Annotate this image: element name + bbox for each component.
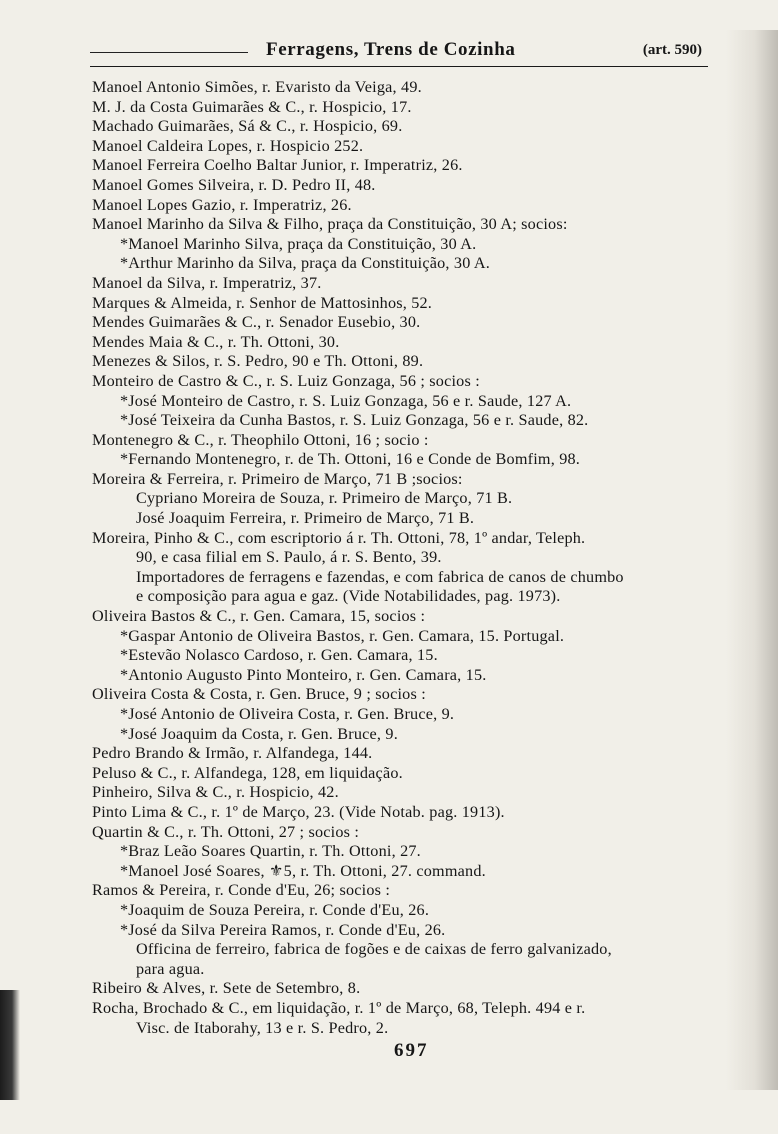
- header-article-ref: (art. 590): [642, 42, 702, 58]
- partner-line: Cypriano Moreira de Souza, r. Primeiro de Março, 71 B.: [136, 489, 513, 508]
- entry-line: Pinto Lima & C., r. 1º de Março, 23. (Vide Notab. pag. 1913).: [92, 802, 505, 821]
- entry-line: Oliveira Bastos & C., r. Gen. Camara, 15, socios :: [92, 607, 426, 626]
- partner-line: *José Joaquim da Costa, r. Gen. Bruce, 9.: [120, 724, 398, 743]
- entry-line: Peluso & C., r. Alfandega, 128, em liquidação.: [92, 763, 403, 782]
- entry-line: Montenegro & C., r. Theophilo Ottoni, 16 ; socio :: [92, 430, 429, 449]
- partner-line: *Braz Leão Soares Quartin, r. Th. Ottoni, 27.: [120, 842, 421, 861]
- partner-line: *José da Silva Pereira Ramos, r. Conde d'Eu, 26.: [120, 920, 446, 939]
- partner-line: *Manoel Marinho Silva, praça da Constituição, 30 A.: [120, 234, 477, 253]
- continuation-line: para agua.: [136, 959, 205, 978]
- running-header: [90, 40, 708, 67]
- entry-line: Moreira, Pinho & C., com escriptorio á r. Th. Ottoni, 78, 1º andar, Teleph.: [92, 528, 586, 547]
- partner-line: *Fernando Montenegro, r. de Th. Ottoni, 16 e Conde de Bomfim, 98.: [120, 450, 581, 469]
- entry-line: Manoel Lopes Gazio, r. Imperatriz, 26.: [92, 195, 352, 214]
- entry-line: Machado Guimarães, Sá & C., r. Hospicio, 69.: [92, 117, 403, 136]
- entry-line: Manoel Antonio Simões, r. Evaristo da Veiga, 49.: [92, 78, 422, 96]
- partner-line: *Arthur Marinho da Silva, praça da Constituição, 30 A.: [120, 254, 490, 273]
- entry-line: Moreira & Ferreira, r. Primeiro de Março, 71 B ;socios:: [92, 469, 463, 488]
- entry-line: Manoel Caldeira Lopes, r. Hospicio 252.: [92, 136, 364, 155]
- continuation-line: 90, e casa filial em S. Paulo, á r. S. Bento, 39.: [136, 548, 442, 567]
- directory-entries: [92, 78, 712, 1038]
- entry-line: Manoel Marinho da Silva & Filho, praça da Constituição, 30 A; socios:: [92, 215, 568, 234]
- entry-line: Mendes Maia & C., r. Th. Ottoni, 30.: [92, 332, 340, 351]
- partner-line: *José Teixeira da Cunha Bastos, r. S. Luiz Gonzaga, 56 e r. Saude, 82.: [120, 411, 589, 430]
- entry-line: Rocha, Brochado & C., em liquidação, r. 1º de Março, 68, Teleph. 494 e r.: [92, 998, 586, 1017]
- continuation-line: Officina de ferreiro, fabrica de fogões e de caixas de ferro galvanizado,: [136, 940, 612, 959]
- continuation-line: Importadores de ferragens e fazendas, e com fabrica de canos de chumbo: [136, 567, 624, 586]
- entry-line: Pinheiro, Silva & C., r. Hospicio, 42.: [92, 783, 339, 802]
- entry-line: Marques & Almeida, r. Senhor de Mattosinhos, 52.: [92, 293, 433, 312]
- entry-line: Manoel da Silva, r. Imperatriz, 37.: [92, 273, 322, 292]
- partner-line: *José Antonio de Oliveira Costa, r. Gen. Bruce, 9.: [120, 705, 455, 723]
- entry-line: Oliveira Costa & Costa, r. Gen. Bruce, 9 ; socios :: [92, 685, 426, 704]
- partner-line: *Antonio Augusto Pinto Monteiro, r. Gen. Camara, 15.: [120, 665, 487, 684]
- entry-line: Monteiro de Castro & C., r. S. Luiz Gonzaga, 56 ; socios :: [92, 371, 480, 390]
- partner-line: *José Monteiro de Castro, r. S. Luiz Gonzaga, 56 e r. Saude, 127 A.: [120, 391, 572, 410]
- partner-line: *Estevão Nolasco Cardoso, r. Gen. Camara, 15.: [120, 646, 438, 665]
- entry-line: Mendes Guimarães & C., r. Senador Eusebio, 30.: [92, 313, 421, 332]
- page-edge-shadow: [726, 30, 778, 1090]
- binding-mark: [0, 990, 20, 1100]
- header-rule: [90, 52, 248, 53]
- entry-line: M. J. da Costa Guimarães & C., r. Hospicio, 17.: [92, 97, 412, 116]
- page-number: 697: [394, 1040, 429, 1061]
- partner-line: *Joaquim de Souza Pereira, r. Conde d'Eu, 26.: [120, 900, 430, 919]
- continuation-line: e composição para agua e gaz. (Vide Notabilidades, pag. 1973).: [136, 587, 561, 606]
- entry-line: Ribeiro & Alves, r. Sete de Setembro, 8.: [92, 979, 361, 998]
- entry-line: Quartin & C., r. Th. Ottoni, 27 ; socios :: [92, 822, 360, 841]
- continuation-line: Visc. de Itaborahy, 13 e r. S. Pedro, 2.: [136, 1018, 389, 1037]
- partner-line: *Gaspar Antonio de Oliveira Bastos, r. Gen. Camara, 15. Portugal.: [120, 626, 565, 645]
- header-title: Ferragens, Trens de Cozinha: [266, 39, 516, 60]
- entry-line: Manoel Ferreira Coelho Baltar Junior, r. Imperatriz, 26.: [92, 156, 463, 175]
- entry-line: Pedro Brando & Irmão, r. Alfandega, 144.: [92, 744, 373, 763]
- entry-line: Menezes & Silos, r. S. Pedro, 90 e Th. Ottoni, 89.: [92, 352, 424, 371]
- entry-line: Ramos & Pereira, r. Conde d'Eu, 26; socios :: [92, 881, 391, 900]
- partner-line: *Manoel José Soares, ⚜5, r. Th. Ottoni, 27. command.: [120, 861, 486, 880]
- partner-line: José Joaquim Ferreira, r. Primeiro de Março, 71 B.: [136, 509, 475, 528]
- entry-line: Manoel Gomes Silveira, r. D. Pedro II, 48.: [92, 175, 376, 194]
